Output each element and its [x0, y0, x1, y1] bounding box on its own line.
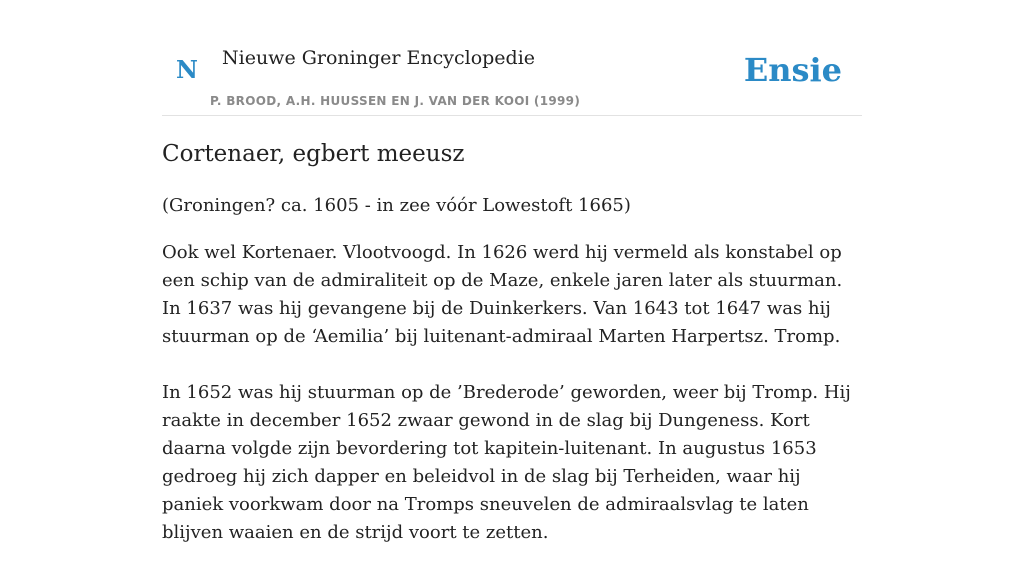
entry-subtitle: (Groningen? ca. 1605 - in zee vóór Lowestoft 1665)	[162, 195, 631, 216]
entry-paragraph-1: Ook wel Kortenaer. Vlootvoogd. In 1626 werd hij vermeld als konstabel op een schip van de admiraliteit op de Maze, enkele jaren later als stuurman. In 1637 was hij gevangene bij de Duinkerkers. Van 1643 tot 1647 was hij stuurman op de ‘Aemilia’ bij luitenant-admiraal Marten Harpertsz. Tromp.	[162, 242, 843, 347]
book-title-link[interactable]: Nieuwe Groninger Encyclopedie	[222, 47, 536, 69]
book-authors: P. BROOD, A.H. HUUSSEN EN J. VAN DER KOOI (1999)	[210, 94, 581, 108]
page	[162, 0, 862, 543]
entry-title: Cortenaer, egbert meeusz	[162, 141, 465, 167]
book-letter-icon: N	[176, 55, 198, 84]
entry-paragraph-2: In 1652 was hij stuurman op de ’Brederode’ geworden, weer bij Tromp. Hij raakte in december 1652 zwaar gewond in de slag bij Dungeness. Kort daarna volgde zijn bevordering tot kapitein-luitenant. In augustus 1653 gedroeg hij zich dapper en beleidvol in de slag bij Terheiden, waar hij paniek voorkwam door na Tromps sneuvelen de admiraalsvlag te laten blijven waaien en de strijd voort te zetten.	[162, 382, 851, 543]
ensie-logo[interactable]: Ensie	[743, 51, 842, 89]
entry-body	[162, 239, 862, 575]
book-header	[162, 0, 862, 116]
